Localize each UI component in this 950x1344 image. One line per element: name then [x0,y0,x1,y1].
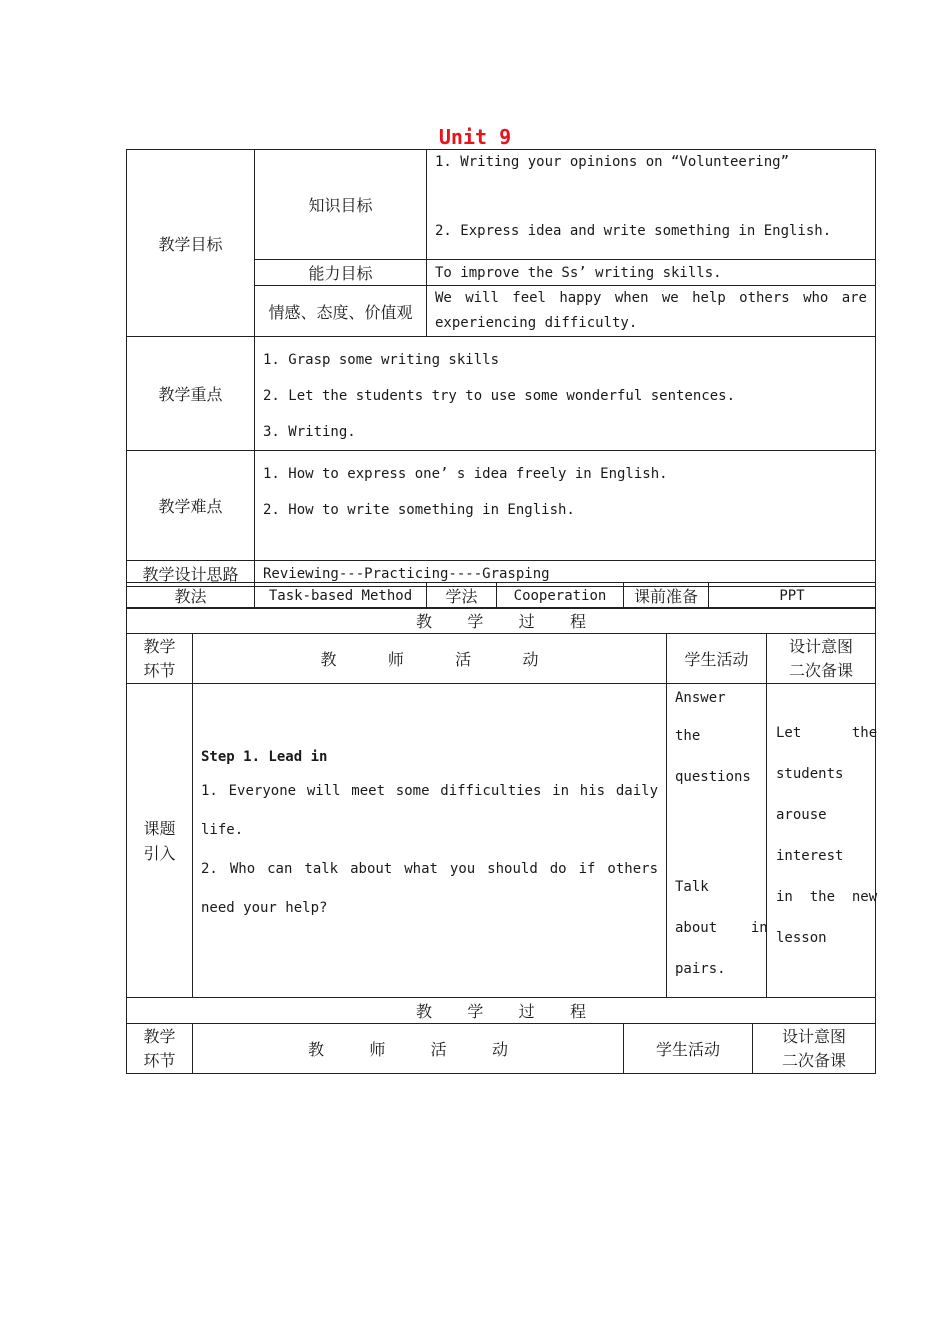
student-col-header: 学生活动 [667,634,767,684]
step1-q2-line-a: 2. Who can talk about what you should do if others [201,861,658,877]
stage-col-header-line: 教学 [143,636,176,656]
ability-text: To improve the Ss’ writing skills. [427,260,876,286]
key-point-1: 1. Grasp some writing skills [263,352,500,368]
key-points-label: 教学重点 [127,337,255,451]
process-table [126,607,876,1024]
study-label: 学法 [427,583,497,609]
knowledge-cell [427,150,876,260]
document-title: Unit 9 [438,125,512,149]
key-points-cell [255,337,876,451]
process-header-char: 程 [569,1002,586,1021]
student-col-header: 学生活动 [624,1024,753,1074]
study-value: Cooperation [497,583,624,609]
stage-col-header-line: 环节 [143,660,176,680]
knowledge-label: 知识目标 [255,150,427,260]
objectives-label: 教学目标 [127,150,255,337]
teacher-col-char: 动 [491,1040,508,1059]
design-intent-line: lesson [776,930,827,946]
process-header-char: 教 [416,1002,433,1021]
teacher-col-char: 活 [430,1040,447,1059]
ability-label: 能力目标 [255,260,427,286]
difficulties-label: 教学难点 [127,451,255,561]
student-activity-line: questions [675,769,751,785]
stage-col-header-line: 环节 [143,1050,176,1070]
design-col-header-line: 二次备课 [788,660,853,680]
design-col-header-line: 设计意图 [788,636,853,656]
step1-q1-line-a: 1. Everyone will meet some difficulties in his daily [201,783,658,799]
difficulties-cell [255,451,876,561]
teacher-col-char: 活 [455,650,472,669]
process-header [127,608,876,634]
step1-design-intent [767,684,876,998]
emotion-line-1: We will feel happy when we help others who are [435,290,867,306]
stage-col-header-line: 教学 [143,1026,176,1046]
key-point-2: 2. Let the students try to use some wonderful sentences. [263,388,736,404]
method-value: Task-based Method [255,583,427,609]
method-table [126,582,876,609]
teacher-col-header [193,1024,624,1074]
teacher-col-header [193,634,667,684]
teacher-col-char: 教 [320,650,337,669]
design-label: 教学设计思路 [127,561,255,587]
emotion-cell [427,286,876,337]
student-activity-line: Talk [675,879,709,895]
process-header-char: 学 [467,1002,484,1021]
step1-stage-line: 引入 [143,843,176,863]
teacher-col-char: 师 [369,1040,386,1059]
student-activity-line: about in [675,920,768,936]
step1-q1-line-b: life. [201,822,244,838]
student-activity-line: pairs. [675,961,726,977]
step1-stage-line: 课题 [143,818,176,838]
design-col-header [767,634,876,684]
stage-col-header [127,1024,193,1074]
emotion-label: 情感、态度、价值观 [255,286,427,337]
knowledge-line-2: 2. Express idea and write something in English. [435,223,832,239]
key-point-3: 3. Writing. [263,424,356,440]
process-header-char: 学 [467,612,484,631]
process-header-char: 过 [518,612,535,631]
process-header-char: 教 [416,612,433,631]
step1-stage [127,684,193,998]
step1-q2-line-b: need your help? [201,900,328,916]
prep-label: 课前准备 [624,583,709,609]
design-col-header-line: 设计意图 [781,1026,846,1046]
emotion-line-2: experiencing difficulty. [435,315,638,331]
design-col-header-line: 二次备课 [781,1050,846,1070]
method-label: 教法 [127,583,255,609]
step1-heading: Step 1. Lead in [201,749,328,765]
process-header-2 [127,998,876,1024]
stage-col-header [127,634,193,684]
prep-value: PPT [709,583,876,609]
design-intent-line: Let the [776,725,878,741]
difficulty-1: 1. How to express one’ s idea freely in English. [263,466,668,482]
process-table-2 [126,1023,876,1074]
difficulty-2: 2. How to write something in English. [263,502,575,518]
teacher-col-char: 教 [308,1040,325,1059]
design-col-header [753,1024,876,1074]
teacher-col-char: 师 [387,650,404,669]
student-activity-line: Answer [675,690,726,706]
design-intent-line: interest [776,848,844,864]
knowledge-line-1: 1. Writing your opinions on “Volunteering” [435,154,790,170]
lesson-plan-table [126,149,876,587]
design-intent-line: students [776,766,844,782]
step1-teacher-activity [193,684,667,998]
teacher-col-char: 动 [522,650,539,669]
process-header-char: 过 [518,1002,535,1021]
step1-student-activity [667,684,767,998]
student-activity-line: the [675,728,701,744]
design-intent-line: arouse [776,807,827,823]
process-header-char: 程 [569,612,586,631]
design-text: Reviewing---Practicing----Grasping [255,561,876,587]
design-intent-line: in the new [776,889,878,905]
